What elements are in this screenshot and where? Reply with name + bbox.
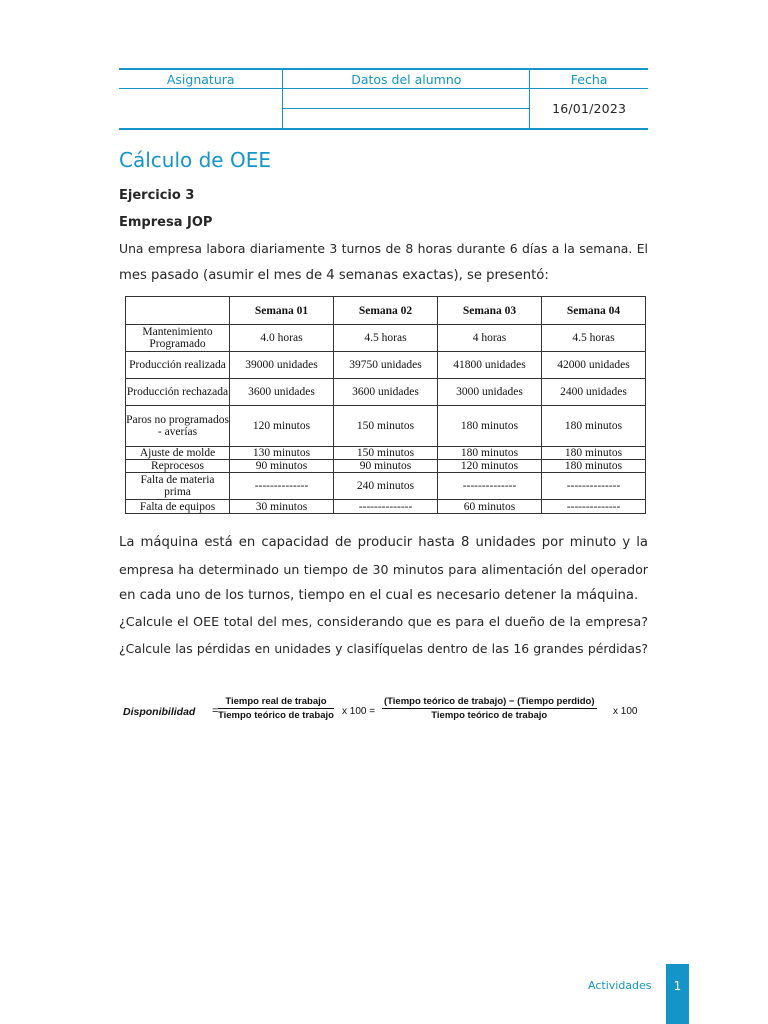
row-label: Producción realizada [126, 352, 230, 379]
header-col-student: Datos del alumno [283, 69, 530, 89]
table-cell: 3000 unidades [438, 379, 542, 406]
table-header-cell: Semana 03 [438, 297, 542, 325]
table-cell: 39000 unidades [230, 352, 334, 379]
table-cell: 180 minutos [438, 406, 542, 447]
table-cell: 180 minutos [542, 406, 646, 447]
table-cell: 39750 unidades [334, 352, 438, 379]
table-cell: 30 minutos [230, 500, 334, 514]
fraction-2-denominator: Tiempo teórico de trabajo [431, 710, 548, 721]
table-cell: 4.0 horas [230, 325, 334, 352]
table-cell: 2400 unidades [542, 379, 646, 406]
availability-formula [123, 696, 653, 728]
formula-tail: x 100 [613, 706, 638, 717]
table-cell: 42000 unidades [542, 352, 646, 379]
fraction-2-numerator: (Tiempo teórico de trabajo) − (Tiempo perdido) [384, 696, 595, 707]
body-line: La máquina está en capacidad de producir hasta 8 unidades por minuto y la [119, 535, 648, 550]
table-row [126, 500, 646, 514]
table-header-cell: Semana 04 [542, 297, 646, 325]
row-label: Falta de materia prima [126, 473, 230, 500]
table-cell: 120 minutos [438, 460, 542, 473]
row-label: Producción rechazada [126, 379, 230, 406]
table-cell: -------------- [542, 473, 646, 500]
table-cell: -------------- [542, 500, 646, 514]
table-cell: 240 minutos [334, 473, 438, 500]
footer-section-label: Actividades [588, 979, 652, 992]
table-cell: -------------- [334, 500, 438, 514]
table-row [126, 406, 646, 447]
fraction-1-denominator: Tiempo teórico de trabajo [218, 710, 334, 721]
table-row [126, 352, 646, 379]
weekly-data-table [125, 296, 646, 514]
table-cell: 3600 unidades [334, 379, 438, 406]
question-line: ¿Calcule las pérdidas en unidades y clasifíquelas dentro de las 16 grandes pérdidas? [119, 641, 648, 656]
formula-equals: = [212, 705, 219, 717]
table-header-cell [126, 297, 230, 325]
table-cell: 130 minutos [230, 447, 334, 460]
formula-label: Disponibilidad [123, 706, 196, 718]
header-col-subject: Asignatura [119, 69, 283, 89]
table-cell: 4.5 horas [334, 325, 438, 352]
table-cell: 90 minutos [334, 460, 438, 473]
header-subject-cell [119, 89, 283, 130]
row-label: Falta de equipos [126, 500, 230, 514]
header-date-value: 16/01/2023 [530, 89, 648, 130]
company-heading: Empresa JOP [119, 215, 213, 230]
table-cell: 150 minutos [334, 447, 438, 460]
table-cell: 90 minutos [230, 460, 334, 473]
row-label: Reprocesos [126, 460, 230, 473]
table-cell: 180 minutos [542, 447, 646, 460]
row-label: Paros no programados - averías [126, 406, 230, 447]
intro-line: Una empresa labora diariamente 3 turnos de 8 horas durante 6 días a la semana. El [119, 241, 648, 256]
header-table [119, 68, 648, 130]
exercise-heading: Ejercicio 3 [119, 188, 195, 203]
table-cell: -------------- [230, 473, 334, 500]
problem-paragraph [119, 530, 648, 663]
intro-line: mes pasado (asumir el mes de 4 semanas exactas), se presentó: [119, 267, 549, 283]
fraction-1-numerator: Tiempo real de trabajo [218, 696, 334, 709]
table-header-cell: Semana 01 [230, 297, 334, 325]
body-line: en cada uno de los turnos, tiempo en el cual es necesario detener la máquina. [119, 588, 639, 603]
table-cell: 60 minutos [438, 500, 542, 514]
table-cell: 120 minutos [230, 406, 334, 447]
table-header-row [126, 297, 646, 325]
intro-paragraph [119, 236, 648, 289]
table-cell: 180 minutos [542, 460, 646, 473]
formula-fraction-2 [382, 696, 597, 721]
page-number: 1 [666, 964, 689, 1024]
table-header-cell: Semana 02 [334, 297, 438, 325]
table-cell: 4 horas [438, 325, 542, 352]
body-line: empresa ha determinado un tiempo de 30 minutos para alimentación del operador [119, 561, 648, 577]
question-line: ¿Calcule el OEE total del mes, considerando que es para el dueño de la empresa? [119, 614, 648, 630]
header-student-cell-2 [283, 109, 530, 130]
formula-multiplier: x 100 = [342, 706, 376, 717]
row-label: Mantenimiento Programado [126, 325, 230, 352]
table-cell: 180 minutos [438, 447, 542, 460]
page-title: Cálculo de OEE [119, 148, 271, 172]
table-row [126, 460, 646, 473]
table-row [126, 379, 646, 406]
table-cell: 4.5 horas [542, 325, 646, 352]
header-student-cell-1 [283, 89, 530, 109]
table-row [126, 447, 646, 460]
table-cell: -------------- [438, 473, 542, 500]
table-row [126, 325, 646, 352]
header-col-date: Fecha [530, 69, 648, 89]
table-cell: 3600 unidades [230, 379, 334, 406]
formula-fraction-1 [218, 696, 334, 721]
table-cell: 41800 unidades [438, 352, 542, 379]
table-cell: 150 minutos [334, 406, 438, 447]
row-label: Ajuste de molde [126, 447, 230, 460]
table-row [126, 473, 646, 500]
